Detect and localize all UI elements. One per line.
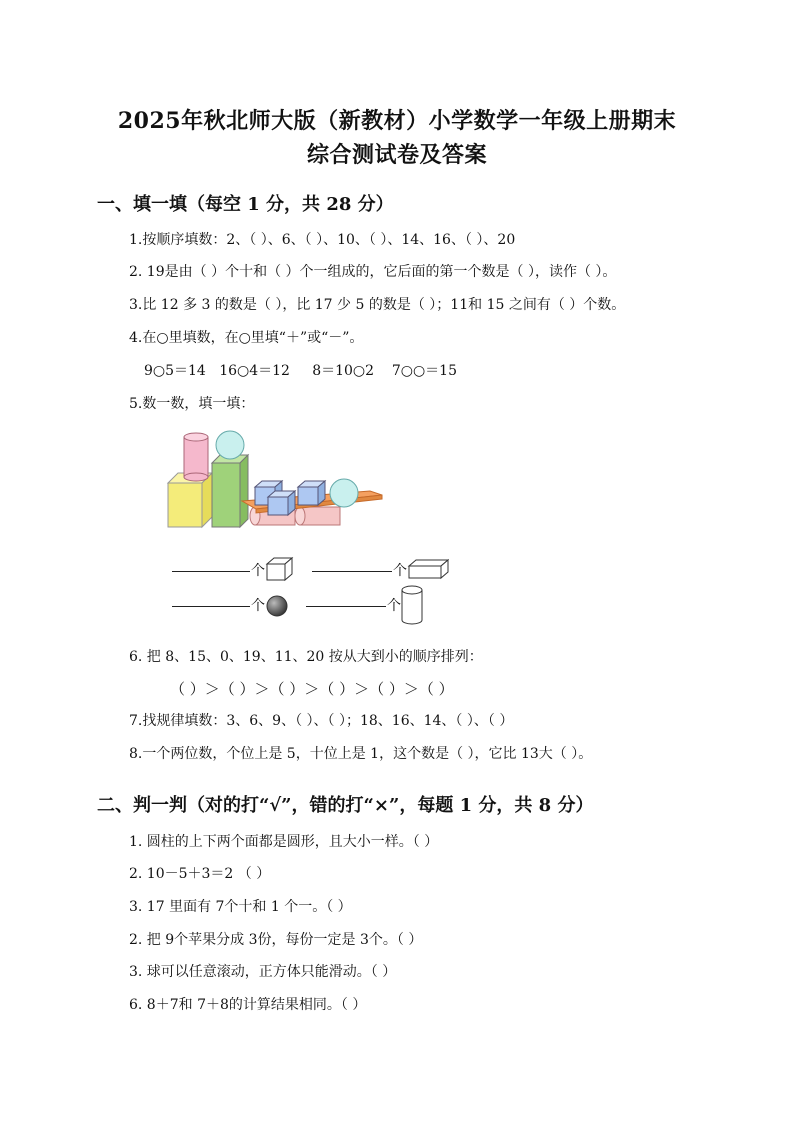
- pink-cylinder-icon: [184, 433, 208, 481]
- solids-illustration: [160, 425, 390, 535]
- cylinder-icon: [400, 585, 424, 625]
- count-unit-cube: 个: [251, 563, 265, 579]
- cuboid-icon: [407, 558, 449, 580]
- s1-question-7: 7.找规律填数：3、6、9、（ ）、（ ）；18、16、14、（ ）、（ ）: [129, 713, 514, 729]
- count-line-cylinder: [306, 606, 386, 607]
- count-line-cuboid: [312, 571, 392, 572]
- s2-question-4: 2. 把 9个苹果分成 3份，每份一定是 3个。（ ）: [129, 932, 423, 948]
- board-sphere-icon: [330, 479, 358, 507]
- s1-question-8: 8.一个两位数，个位上是 5，十位上是 1，这个数是（ ），它比 13大（ ）。: [129, 746, 593, 762]
- s2-question-6: 6. 8＋7和 7＋8的计算结果相同。（ ）: [129, 997, 367, 1013]
- s1-question-6-blanks: （ ）＞（ ）＞（ ）＞（ ）＞（ ）＞（ ）: [170, 680, 454, 698]
- s1-question-4-expressions: 9○5＝14 16○4＝12 8＝10○2 7○○＝15: [144, 363, 457, 379]
- title-line-2: 综合测试卷及答案: [306, 142, 487, 168]
- s1-question-3: 3.比 12 多 3 的数是（ ），比 17 少 5 的数是（ ）；11和 15 之间有（ ）个数。: [129, 297, 626, 313]
- section-2-heading: 二、判一判（对的打“√”，错的打“×”，每题 1 分，共 8 分）: [97, 795, 594, 816]
- count-line-cube: [172, 571, 250, 572]
- s1-question-5: 5.数一数，填一填：: [129, 396, 255, 412]
- cube-icon: [265, 556, 295, 582]
- sphere-icon: [265, 594, 289, 618]
- count-unit-cuboid: 个: [393, 563, 407, 579]
- count-unit-sphere: 个: [251, 598, 265, 614]
- section-1-heading: 一、填一填（每空 1 分，共 28 分）: [97, 194, 394, 215]
- yellow-cube-icon: [168, 473, 212, 527]
- blue-cube-icon: [268, 491, 295, 515]
- count-unit-cylinder: 个: [387, 598, 401, 614]
- count-line-sphere: [172, 606, 250, 607]
- title-line-1: 2025年秋北师大版（新教材）小学数学一年级上册期末: [117, 108, 677, 134]
- s2-question-2: 2. 10－5＋3＝2 （ ）: [129, 866, 271, 882]
- s2-question-3: 3. 17 里面有 7个十和 1 个一。（ ）: [129, 899, 352, 915]
- top-sphere-icon: [216, 431, 244, 459]
- s1-question-6: 6. 把 8、15、0、19、11、20 按从大到小的顺序排列：: [129, 649, 483, 665]
- s1-question-1: 1.按顺序填数：2、（ ）、6、（ ）、10、（ ）、14、16、（ ）、20: [129, 232, 516, 248]
- s2-question-5: 3. 球可以任意滚动，正方体只能滑动。（ ）: [129, 964, 397, 980]
- s1-question-2: 2. 19是由（ ）个十和（ ）个一组成的，它后面的第一个数是（ ），读作（ ）。: [129, 264, 617, 280]
- s1-question-4: 4.在○里填数，在○里填“＋”或“－”。: [129, 330, 364, 346]
- blue-cube-icon: [298, 481, 325, 505]
- green-cuboid-icon: [212, 455, 248, 527]
- s2-question-1: 1. 圆柱的上下两个面都是圆形，且大小一样。（ ）: [129, 834, 439, 850]
